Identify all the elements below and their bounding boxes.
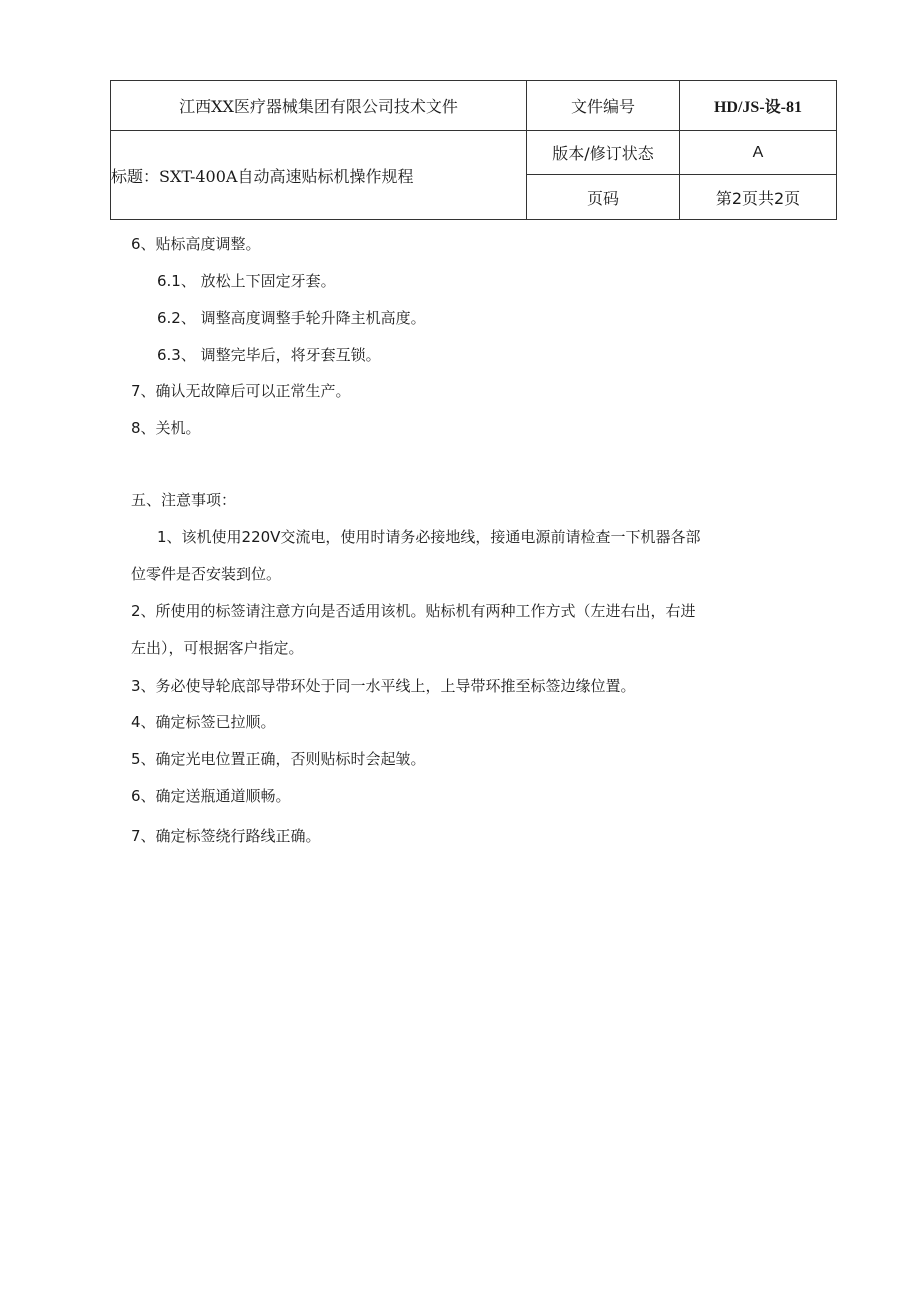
step-6-1: 6.1、 放松上下固定牙套。 — [157, 272, 336, 290]
document-title: 标题：SXT-400A自动高速贴标机操作规程 — [111, 131, 527, 220]
doc-number-value: HD/JS-设-81 — [680, 81, 837, 131]
page-value: 第2页共2页 — [680, 175, 837, 220]
note-7: 7、确定标签绕行路线正确。 — [131, 827, 321, 845]
step-6: 6、贴标高度调整。 — [131, 235, 261, 253]
version-value: A — [680, 131, 837, 175]
page-label: 页码 — [527, 175, 680, 220]
note-1-line-1: 1、该机使用220V交流电，使用时请务必接地线，接通电源前请检查一下机器各部 — [157, 528, 701, 546]
note-2-line-2: 左出），可根据客户指定。 — [131, 639, 304, 657]
doc-number-label: 文件编号 — [527, 81, 680, 131]
note-5: 5、确定光电位置正确，否则贴标时会起皱。 — [131, 750, 426, 768]
note-3: 3、务必使导轮底部导带环处于同一水平线上，上导带环推至标签边缘位置。 — [131, 677, 636, 695]
version-label: 版本/修订状态 — [527, 131, 680, 175]
step-6-3: 6.3、 调整完毕后，将牙套互锁。 — [157, 346, 381, 364]
note-6: 6、确定送瓶通道顺畅。 — [131, 787, 291, 805]
note-4: 4、确定标签已拉顺。 — [131, 713, 276, 731]
note-1-line-2: 位零件是否安装到位。 — [131, 565, 282, 583]
company-title: 江西XX医疗器械集团有限公司技术文件 — [111, 81, 527, 131]
step-6-2: 6.2、 调整高度调整手轮升降主机高度。 — [157, 309, 426, 327]
document-header-table — [110, 80, 837, 220]
step-7: 7、确认无故障后可以正常生产。 — [131, 382, 351, 400]
notes-heading: 五、注意事项： — [131, 491, 237, 509]
step-8: 8、关机。 — [131, 419, 201, 437]
note-2-line-1: 2、所使用的标签请注意方向是否适用该机。贴标机有两种工作方式（左进右出，右进 — [131, 602, 696, 620]
